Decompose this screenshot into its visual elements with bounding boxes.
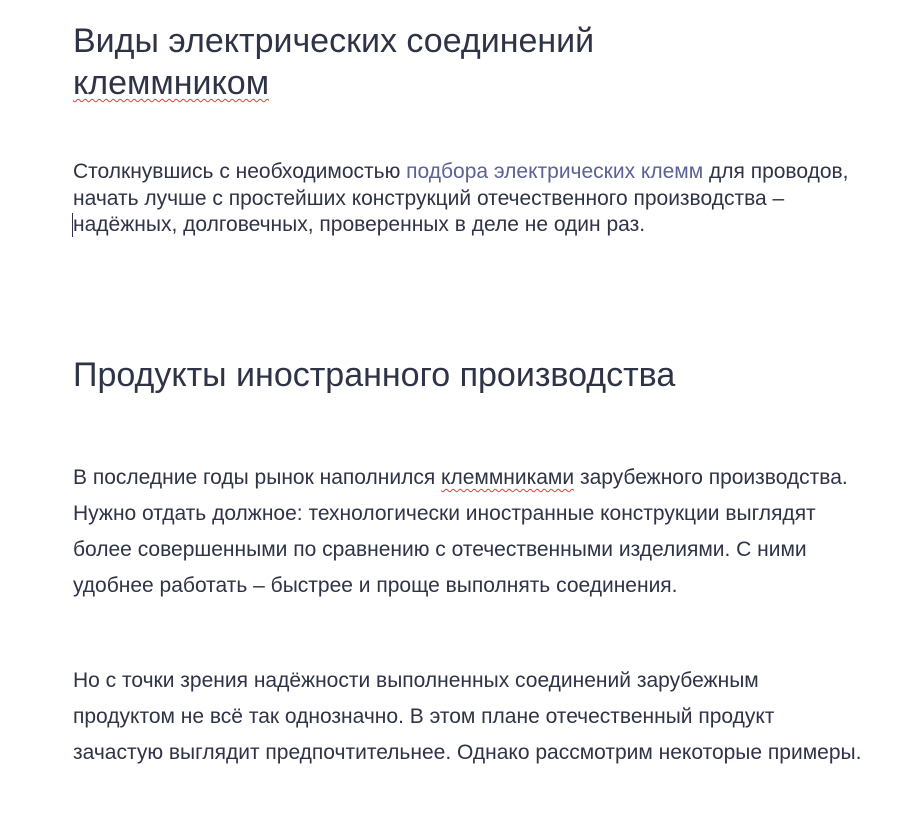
text-cursor bbox=[72, 213, 73, 237]
heading-electrical-connections bbox=[73, 20, 873, 104]
paragraph-foreign-market bbox=[73, 460, 863, 604]
paragraph-intro bbox=[73, 159, 853, 239]
paragraph2-text-before: В последние годы рынок наполнился bbox=[73, 466, 442, 489]
paragraph2-misspelled-word[interactable]: клеммниками bbox=[441, 466, 575, 489]
heading1-text-part1: Виды электрических соединений bbox=[73, 22, 595, 60]
paragraph1-text-after-link: для проводов, начать лучше с простейших конструкций отечественного производства – надёжных, долговечных, проверенных в деле не один раз. bbox=[73, 160, 849, 236]
link-terminal-selection[interactable]: подбора электрических клемм bbox=[406, 160, 704, 183]
paragraph-reliability: Но с точки зрения надёжности выполненных соединений зарубежным продуктом не всё так однозначно. В этом плане отечественный продукт зачастую выглядит предпочтительнее. Однако рассмотрим некоторые примеры. bbox=[73, 669, 862, 764]
paragraph2-text-after: зарубежного производства. Нужно отдать должное: технологически иностранные конструкции выглядят более совершенными по сравнению с отечественными изделиями. С ними удобнее работать – быстрее и проще выполнять соединения. bbox=[73, 466, 848, 597]
heading1-misspelled-word[interactable]: клеммником bbox=[73, 64, 270, 102]
paragraph1-text-before-link: Столкнувшись с необходимостью bbox=[73, 160, 407, 183]
heading-foreign-products: Продукты иностранного производства bbox=[73, 356, 676, 394]
